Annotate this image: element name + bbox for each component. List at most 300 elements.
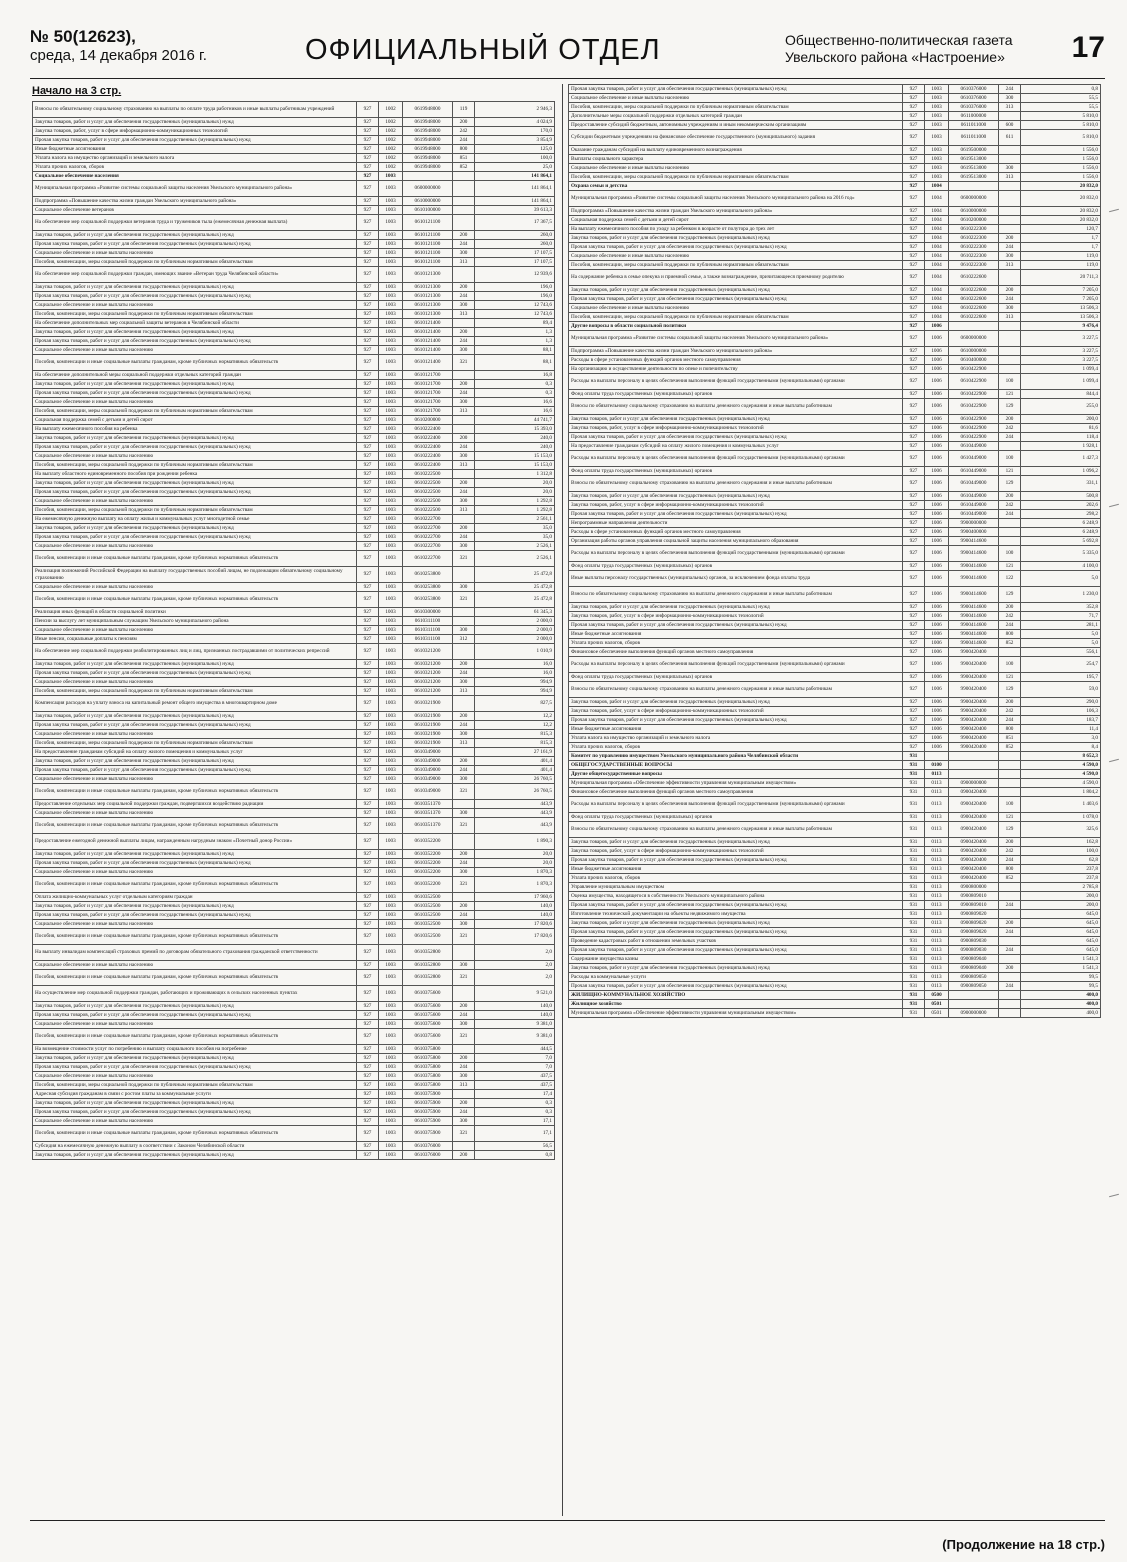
row-label: Пособия, компенсации и иные социальные выплаты гражданам, кроме публичных нормативных обязательств: [33, 551, 357, 567]
section-code: 1006: [925, 639, 949, 648]
ministry-code: 927: [357, 757, 379, 766]
section-code: 0113: [925, 919, 949, 928]
table-row: [569, 85, 1101, 94]
section-code: 1006: [925, 537, 949, 546]
table-row: [33, 240, 555, 249]
expense-type-code: 300: [999, 252, 1021, 261]
table-row: [33, 669, 555, 678]
row-label: Социальное обеспечение и иные выплаты населению: [33, 452, 357, 461]
row-label: Социальное обеспечение и иные выплаты населению: [569, 252, 903, 261]
row-label: Другие вопросы в области социальной политики: [569, 322, 903, 331]
table-row: [33, 102, 555, 118]
row-label: Закупка товаров, работ и услуг для обеспечения государственных (муниципальных) нужд: [33, 328, 357, 337]
row-label: Муниципальная программа «Обеспечение эффективности управления муниципальным имуществом»: [569, 779, 903, 788]
expense-type-code: 244: [999, 901, 1021, 910]
table-row: [33, 292, 555, 301]
ministry-code: 931: [903, 822, 925, 838]
expense-type-code: 300: [453, 452, 475, 461]
section-code: 1006: [925, 648, 949, 657]
expense-type-code: 200: [999, 919, 1021, 928]
amount: 12 743,6: [475, 310, 555, 319]
expense-type-code: 321: [453, 592, 475, 608]
expense-type-code: 121: [999, 390, 1021, 399]
target-code: 0610222400: [403, 461, 453, 470]
section-code: 1003: [379, 784, 403, 800]
row-label: Уплата прочих налогов, сборов: [569, 743, 903, 752]
ministry-code: 927: [903, 304, 925, 313]
table-row: [33, 434, 555, 443]
row-label: Прочая закупка товаров, работ и услуг для обеспечения государственных (муниципальных) нужд: [569, 621, 903, 630]
ministry-code: 927: [903, 261, 925, 270]
amount: 88,1: [475, 346, 555, 355]
target-code: 9900414600: [949, 571, 999, 587]
section-code: 1003: [925, 146, 949, 155]
expense-type-code: 244: [453, 1063, 475, 1072]
ministry-code: 927: [357, 197, 379, 206]
expense-type-code: [453, 748, 475, 757]
expense-type-code: 300: [453, 497, 475, 506]
row-label: Прочая закупка товаров, работ и услуг для обеспечения государственных (муниципальных) нужд: [33, 1063, 357, 1072]
row-label: Прочая закупка товаров, работ и услуг для обеспечения государственных (муниципальных) нужд: [569, 982, 903, 991]
amount: 140,0: [475, 1011, 555, 1020]
table-row: [33, 267, 555, 283]
table-row: [569, 1009, 1101, 1018]
table-row: [33, 310, 555, 319]
expense-type-code: [453, 893, 475, 902]
amount: 1 427,3: [1021, 451, 1101, 467]
row-label: На обеспечение дополнительных мер социальной защиты ветеранов в Челябинской области: [33, 319, 357, 328]
section-code: 1006: [925, 424, 949, 433]
target-code: 0610376000: [403, 1142, 453, 1151]
target-code: 0610375900: [403, 1117, 453, 1126]
section-code: 1003: [379, 687, 403, 696]
ministry-code: 927: [357, 986, 379, 1002]
amount: 89,4: [475, 319, 555, 328]
table-row: [33, 626, 555, 635]
section-code: 1003: [925, 173, 949, 182]
row-label: Прочая закупка товаров, работ и услуг для обеспечения государственных (муниципальных) нужд: [569, 716, 903, 725]
ministry-code: 927: [357, 626, 379, 635]
amount: 15 393,0: [475, 425, 555, 434]
target-code: 0610375900: [403, 1099, 453, 1108]
expense-type-code: 244: [453, 240, 475, 249]
amount: 1 541,3: [1021, 964, 1101, 973]
amount: 1 928,1: [1021, 442, 1101, 451]
expense-type-code: [999, 779, 1021, 788]
target-code: 0610349000: [403, 748, 453, 757]
table-row: [33, 766, 555, 775]
ministry-code: 927: [357, 1063, 379, 1072]
amount: 255,0: [1021, 399, 1101, 415]
section-code: 1004: [925, 252, 949, 261]
ministry-code: 927: [357, 497, 379, 506]
amount: 55,5: [1021, 103, 1101, 112]
target-code: 0610351370: [403, 818, 453, 834]
section-code: 1006: [925, 612, 949, 621]
row-label: На выплату ежемесячного пособия на ребенка: [33, 425, 357, 434]
target-code: 0610375600: [403, 1011, 453, 1020]
expense-type-code: 200: [453, 380, 475, 389]
row-label: Прочая закупка товаров, работ и услуг для обеспечения государственных (муниципальных) нужд: [33, 859, 357, 868]
table-row: [33, 145, 555, 154]
section-code: 1003: [925, 103, 949, 112]
expense-type-code: [999, 365, 1021, 374]
ministry-code: 927: [357, 1108, 379, 1117]
expense-type-code: [999, 442, 1021, 451]
table-row: [569, 788, 1101, 797]
amount: 25 472,8: [475, 567, 555, 583]
target-code: [403, 172, 453, 181]
table-row: [569, 919, 1101, 928]
ministry-code: 927: [903, 424, 925, 433]
row-label: Взносы по обязательному социальному страхованию на выплаты денежного содержания и иные выплаты работникам: [569, 476, 903, 492]
target-code: 0610222600: [949, 286, 999, 295]
newspaper-name-line1: Общественно-политическая газета: [785, 32, 1013, 48]
amount: 4 100,0: [1021, 562, 1101, 571]
ministry-code: 927: [903, 451, 925, 467]
target-code: 0900420400: [949, 874, 999, 883]
expense-type-code: 200: [999, 698, 1021, 707]
table-row: [33, 945, 555, 961]
section-code: 1006: [925, 510, 949, 519]
table-row: [569, 501, 1101, 510]
expense-type-code: 100: [999, 546, 1021, 562]
budget-table-right: [568, 84, 1101, 1018]
amount: 17 107,5: [475, 258, 555, 267]
table-row: [33, 775, 555, 784]
expense-type-code: [999, 973, 1021, 982]
table-row: [33, 163, 555, 172]
section-code: 1003: [925, 155, 949, 164]
row-label: Прочая закупка товаров, работ и услуг для обеспечения государственных (муниципальных) нужд: [33, 1011, 357, 1020]
ministry-code: 927: [903, 621, 925, 630]
table-row: [33, 1108, 555, 1117]
table-row: [569, 838, 1101, 847]
ministry-code: 927: [903, 270, 925, 286]
target-code: 0610222400: [403, 425, 453, 434]
row-label: Закупка товаров, работ и услуг для обеспечения государственных (муниципальных) нужд: [33, 434, 357, 443]
row-label: Прочая закупка товаров, работ и услуг для обеспечения государственных (муниципальных) нужд: [569, 433, 903, 442]
row-label: ОБЩЕГОСУДАРСТВЕННЫЕ ВОПРОСЫ: [569, 761, 903, 770]
expense-type-code: 300: [453, 1020, 475, 1029]
amount: 141 864,1: [475, 197, 555, 206]
table-row: [33, 893, 555, 902]
expense-type-code: 200: [453, 850, 475, 859]
expense-type-code: 244: [453, 669, 475, 678]
amount: 11,4: [1021, 725, 1101, 734]
amount: 645,0: [1021, 910, 1101, 919]
amount: 325,6: [1021, 822, 1101, 838]
amount: 994,9: [475, 687, 555, 696]
row-label: Социальное обеспечение и иные выплаты населению: [33, 398, 357, 407]
table-row: [569, 173, 1101, 182]
ministry-code: 927: [903, 103, 925, 112]
table-row: [569, 698, 1101, 707]
target-code: 9900000000: [949, 519, 999, 528]
amount: 260,0: [475, 231, 555, 240]
row-label: Социальное обеспечение и иные выплаты населению: [33, 961, 357, 970]
ministry-code: 927: [357, 127, 379, 136]
expense-type-code: 200: [453, 479, 475, 488]
target-code: 0619948000: [403, 163, 453, 172]
target-code: 0610375800: [403, 1072, 453, 1081]
margin-mark: [1109, 504, 1119, 508]
amount: 12 939,6: [475, 267, 555, 283]
expense-type-code: [999, 146, 1021, 155]
target-code: 0610449000: [949, 442, 999, 451]
expense-type-code: 321: [453, 818, 475, 834]
table-row: [569, 322, 1101, 331]
amount: 140,0: [475, 1002, 555, 1011]
ministry-code: 931: [903, 982, 925, 991]
table-row: [569, 630, 1101, 639]
amount: 99,5: [1021, 973, 1101, 982]
row-label: Закупка товаров, работ и услуг для обеспечения государственных (муниципальных) нужд: [569, 603, 903, 612]
target-code: 0610352800: [403, 970, 453, 986]
ministry-code: 927: [903, 182, 925, 191]
amount: 0,3: [475, 1099, 555, 1108]
expense-type-code: 800: [999, 725, 1021, 734]
row-label: Пособия, компенсации, меры социальной поддержки по публичным нормативным обязательствам: [33, 407, 357, 416]
section-code: 1002: [379, 118, 403, 127]
ministry-code: 927: [357, 567, 379, 583]
continued-to-note: (Продолжение на 18 стр.): [942, 1537, 1105, 1552]
expense-type-code: [453, 416, 475, 425]
table-row: [33, 592, 555, 608]
section-code: 1003: [379, 893, 403, 902]
expense-type-code: 200: [453, 712, 475, 721]
section-code: 1003: [379, 592, 403, 608]
target-code: 9900414600: [949, 603, 999, 612]
expense-type-code: 313: [999, 313, 1021, 322]
table-row: [569, 182, 1101, 191]
expense-type-code: 321: [453, 970, 475, 986]
expense-type-code: 200: [999, 415, 1021, 424]
row-label: Предоставление отдельных мер социальной поддержки граждан, подвергшихся воздействию радиации: [33, 800, 357, 809]
target-code: 0900809040: [949, 955, 999, 964]
amount: 500,8: [1021, 492, 1101, 501]
target-code: 9900414600: [949, 587, 999, 603]
row-label: Охрана семьи и детства: [569, 182, 903, 191]
amount: 118,4: [1021, 433, 1101, 442]
ministry-code: 927: [357, 434, 379, 443]
section-code: 1006: [925, 390, 949, 399]
ministry-code: 927: [903, 191, 925, 207]
amount: 59,0: [1021, 682, 1101, 698]
section-code: 1006: [925, 673, 949, 682]
ministry-code: 927: [903, 476, 925, 492]
expense-type-code: [453, 1142, 475, 1151]
amount: 20 711,3: [1021, 270, 1101, 286]
row-label: Закупка товаров, работ и услуг для обеспечения государственных (муниципальных) нужд: [33, 524, 357, 533]
section-code: 1003: [379, 443, 403, 452]
amount: 140,0: [475, 902, 555, 911]
table-row: [33, 283, 555, 292]
ministry-code: 927: [357, 551, 379, 567]
amount: 17,4: [475, 1090, 555, 1099]
ministry-code: 927: [357, 172, 379, 181]
ministry-code: 927: [903, 85, 925, 94]
row-label: На возмещение стоимости услуг по погребению и выплату социального пособия на погребение: [33, 1045, 357, 1054]
target-code: 0610375900: [403, 1108, 453, 1117]
row-label: Реализация иных функций в области социальной политики: [33, 608, 357, 617]
ministry-code: 927: [357, 154, 379, 163]
amount: 6 248,9: [1021, 519, 1101, 528]
expense-type-code: 300: [453, 1072, 475, 1081]
amount: 5 810,0: [1021, 121, 1101, 130]
ministry-code: 927: [903, 698, 925, 707]
row-label: Закупка товаров, работ и услуг для обеспечения государственных (муниципальных) нужд: [33, 231, 357, 240]
amount: 7,0: [475, 1063, 555, 1072]
row-label: Закупка товаров, работ и услуг для обеспечения государственных (муниципальных) нужд: [33, 1054, 357, 1063]
ministry-code: 927: [357, 1081, 379, 1090]
expense-type-code: [999, 207, 1021, 216]
table-row: [569, 707, 1101, 716]
row-label: Пособия, компенсации, меры социальной поддержки по публичным нормативным обязательствам: [33, 310, 357, 319]
margin-mark: [1109, 209, 1119, 213]
row-label: Взносы по обязательному социальному страхованию на выплаты денежного содержания и иные выплаты работникам: [569, 682, 903, 698]
ministry-code: 927: [357, 136, 379, 145]
ministry-code: 931: [903, 788, 925, 797]
section-code: 1003: [379, 660, 403, 669]
expense-type-code: 200: [453, 902, 475, 911]
table-row: [33, 583, 555, 592]
section-code: 1004: [925, 225, 949, 234]
expense-type-code: [999, 519, 1021, 528]
expense-type-code: [999, 752, 1021, 761]
amount: 260,0: [475, 240, 555, 249]
section-code: 0113: [925, 822, 949, 838]
ministry-code: 927: [903, 390, 925, 399]
target-code: 0900420400: [949, 813, 999, 822]
ministry-code: 927: [903, 501, 925, 510]
row-label: Пособия, компенсации, меры социальной поддержки по публичным нормативным обязательствам: [569, 261, 903, 270]
target-code: 0900809040: [949, 964, 999, 973]
ministry-code: 927: [357, 877, 379, 893]
ministry-code: 927: [357, 678, 379, 687]
target-code: 0610352200: [403, 877, 453, 893]
target-code: 0610222700: [403, 533, 453, 542]
row-label: Закупка товаров, работ и услуг для обеспечения государственных (муниципальных) нужд: [33, 1151, 357, 1160]
target-code: 0610000000: [949, 347, 999, 356]
ministry-code: 927: [357, 407, 379, 416]
target-code: 0610222300: [949, 261, 999, 270]
amount: 645,0: [1021, 946, 1101, 955]
table-row: [33, 1072, 555, 1081]
row-label: Подпрограмма «Повышение качества жизни граждан Увельского муниципального района»: [33, 197, 357, 206]
target-code: 9900420400: [949, 743, 999, 752]
amount: 827,5: [475, 696, 555, 712]
table-row: [33, 1090, 555, 1099]
section-code: 1003: [379, 1002, 403, 1011]
row-label: Оплата жилищно-коммунальных услуг отдельным категориям граждан: [33, 893, 357, 902]
target-code: 0610121100: [403, 249, 453, 258]
amount: 141 864,1: [475, 172, 555, 181]
ministry-code: 927: [903, 682, 925, 698]
target-code: 0610121700: [403, 398, 453, 407]
amount: 5 810,0: [1021, 112, 1101, 121]
amount: 13 506,3: [1021, 304, 1101, 313]
ministry-code: 927: [357, 301, 379, 310]
ministry-code: 927: [357, 644, 379, 660]
row-label: ЖИЛИЩНО-КОММУНАЛЬНОЕ ХОЗЯЙСТВО: [569, 991, 903, 1000]
section-code: 1003: [379, 911, 403, 920]
target-code: 9900414600: [949, 630, 999, 639]
row-label: Социальное обеспечение и иные выплаты населению: [33, 346, 357, 355]
amount: 290,0: [1021, 698, 1101, 707]
table-row: [569, 716, 1101, 725]
amount: 1 541,3: [1021, 955, 1101, 964]
target-code: 0610349000: [403, 784, 453, 800]
amount: 0,3: [475, 380, 555, 389]
expense-type-code: [999, 331, 1021, 347]
section-code: [925, 752, 949, 761]
table-row: [569, 797, 1101, 813]
ministry-code: 931: [903, 991, 925, 1000]
amount: 17 820,6: [475, 929, 555, 945]
expense-type-code: 200: [999, 838, 1021, 847]
table-row: [33, 721, 555, 730]
table-row: [33, 328, 555, 337]
target-code: 0610300000: [403, 608, 453, 617]
target-code: 0610352200: [403, 868, 453, 877]
section-code: 1003: [379, 868, 403, 877]
amount: 0,3: [475, 1108, 555, 1117]
row-label: Закупка товаров, работ и услуг для обеспечения государственных (муниципальных) нужд: [569, 838, 903, 847]
section-code: 1003: [379, 319, 403, 328]
section-code: 1003: [379, 470, 403, 479]
ministry-code: 927: [357, 660, 379, 669]
table-row: [569, 752, 1101, 761]
table-row: [33, 425, 555, 434]
expense-type-code: 242: [999, 501, 1021, 510]
target-code: 0610422900: [949, 424, 999, 433]
row-label: Пособия, компенсации, меры социальной поддержки по публичным нормативным обязательствам: [33, 506, 357, 515]
amount: 237,8: [1021, 874, 1101, 883]
target-code: 0610375600: [403, 986, 453, 1002]
table-row: [569, 571, 1101, 587]
target-code: 0610311100: [403, 635, 453, 644]
section-code: 1006: [925, 603, 949, 612]
row-label: Социальное обеспечение и иные выплаты населению: [33, 497, 357, 506]
table-row: [569, 270, 1101, 286]
target-code: 0900420400: [949, 822, 999, 838]
amount: 331,1: [1021, 476, 1101, 492]
section-code: 1003: [379, 479, 403, 488]
table-row: [33, 452, 555, 461]
target-code: 0610200000: [403, 416, 453, 425]
expense-type-code: 800: [453, 145, 475, 154]
target-code: 0610449000: [949, 501, 999, 510]
row-label: Прочая закупка товаров, работ и услуг для обеспечения государственных (муниципальных) нужд: [569, 510, 903, 519]
ministry-code: 927: [357, 1054, 379, 1063]
table-row: [569, 374, 1101, 390]
amount: 2 526,1: [475, 551, 555, 567]
expense-type-code: 300: [453, 678, 475, 687]
target-code: 0900420400: [949, 865, 999, 874]
ministry-code: 931: [903, 901, 925, 910]
amount: 20 832,0: [1021, 216, 1101, 225]
target-code: 0610375800: [403, 1063, 453, 1072]
section-code: 1003: [379, 945, 403, 961]
expense-type-code: 244: [999, 621, 1021, 630]
table-row: [33, 1117, 555, 1126]
table-row: [569, 865, 1101, 874]
target-code: 0610222600: [949, 295, 999, 304]
amount: 16,6: [475, 407, 555, 416]
target-code: 0610422900: [949, 365, 999, 374]
target-code: [949, 761, 999, 770]
